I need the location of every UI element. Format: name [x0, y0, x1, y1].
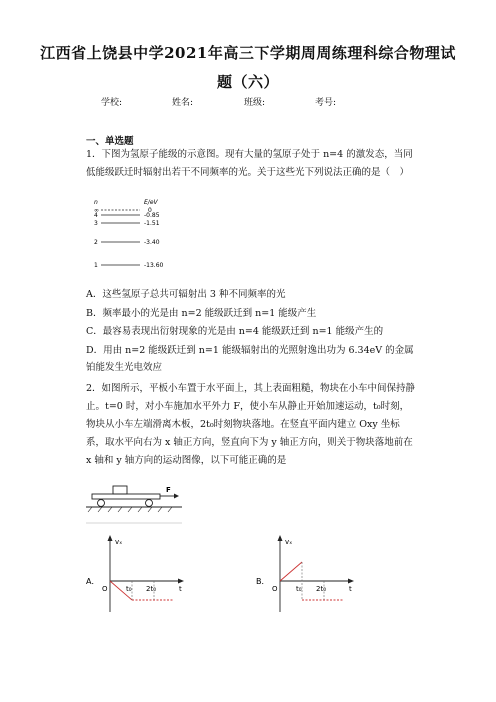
- energy-level-diagram: [86, 192, 176, 272]
- e-header: E/eV: [144, 199, 158, 206]
- class-label: 班级:: [244, 98, 266, 108]
- q1-option-b: B．频率最小的光是由 n=2 能级跃迁到 n=1 能级产生: [86, 308, 317, 319]
- graph-b-ylabel: vₓ: [285, 538, 293, 546]
- graph-a-option-label: A．: [86, 577, 100, 586]
- graph-b-tick-2t0: 2t₀: [316, 585, 327, 593]
- question-2-stem: 2．如图所示，平板小车置于水平面上，其上表面粗糙，物块在小车中间保持静止。t=0 时，对小车施加水平外力 F，使小车从静止开始加速运动，t₀时刻，物块从小车左端滑离木板，2t₀时刻物块落地。在竖直平面内建立 Oxy 坐标系，取水平向右为 x 轴正方向，竖直向下为 y 轴正方向，则关于物块落地前在 x 轴和 y 轴方向的运动图像，以下可能正确的是: [86, 383, 416, 466]
- graph-a-x-arrow: [178, 579, 184, 584]
- graph-b-xlabel: t: [349, 585, 352, 593]
- level-e-3: -1.51: [144, 220, 160, 227]
- level-e-inf: 0: [148, 207, 152, 214]
- q1-option-c: C．最容易表现出衍射现象的光是由 n=4 能级跃迁到 n=1 能级产生的: [86, 326, 384, 337]
- hatch-2: [98, 507, 102, 512]
- level-e-2: -3.40: [144, 239, 160, 246]
- graph-a-xlabel: t: [179, 585, 182, 593]
- level-e-1: -13.60: [144, 262, 164, 269]
- hatch-3: [108, 507, 112, 512]
- graph-b-x-arrow: [348, 579, 354, 584]
- section-heading: 一、单选题: [86, 136, 134, 147]
- block: [113, 486, 127, 494]
- page-title-line2: 题（六）: [216, 73, 279, 91]
- school-label: 学校:: [101, 98, 123, 108]
- wheel-right: [146, 500, 153, 507]
- hatch-1: [88, 507, 92, 512]
- graph-a-origin: O: [102, 585, 108, 593]
- exam-number-label: 考号:: [315, 98, 337, 108]
- cart-board: [92, 494, 160, 499]
- wheel-left: [98, 500, 105, 507]
- n-header: n: [94, 199, 98, 206]
- q1-option-d: D．用由 n=2 能级跃迁到 n=1 能级辐射出的光照射逸出功为 6.34eV 的金属铂能发生光电效应: [86, 345, 414, 373]
- page-title: 江西省上饶县中学2021年高三下学期周周练理科综合物理试: [40, 44, 456, 62]
- level-n-2: 2: [94, 239, 98, 246]
- graph-b-y-arrow: [278, 535, 283, 541]
- force-label: F: [166, 486, 171, 494]
- level-n-1: 1: [94, 262, 98, 269]
- force-arrowhead: [174, 494, 179, 499]
- name-label: 姓名:: [172, 98, 194, 108]
- hatch-8: [158, 507, 162, 512]
- hatch-9: [168, 507, 172, 512]
- question-1-stem: 1．下图为氢原子能级的示意图。现有大量的氢原子处于 n=4 的激发态，当同低能级跃迁时辐射出若干不同频率的光。关于这些光下列说法正确的是（ ）: [86, 149, 413, 178]
- graph-a: [86, 534, 186, 614]
- level-n-4: 4: [94, 212, 98, 219]
- graph-b: [256, 534, 356, 614]
- hatch-7: [148, 507, 152, 512]
- graph-a-tick-t0: t₀: [126, 585, 132, 593]
- level-n-3: 3: [94, 220, 98, 227]
- hatch-5: [128, 507, 132, 512]
- graph-a-tick-2t0: 2t₀: [146, 585, 157, 593]
- level-e-4: -0.85: [144, 212, 160, 219]
- graph-a-ylabel: vₓ: [115, 538, 123, 546]
- cart-figure: [86, 482, 182, 524]
- hatch-4: [118, 507, 122, 512]
- graph-b-tick-t0: t₀: [296, 585, 302, 593]
- graph-b-origin: O: [272, 585, 278, 593]
- graph-b-option-label: B．: [256, 577, 270, 586]
- graph-a-y-arrow: [108, 535, 113, 541]
- level-n-inf: ∞: [94, 207, 99, 214]
- q1-option-a: A．这些氢原子总共可辐射出 3 种不同频率的光: [86, 289, 286, 300]
- hatch-6: [138, 507, 142, 512]
- graph-b-slope: [280, 562, 302, 581]
